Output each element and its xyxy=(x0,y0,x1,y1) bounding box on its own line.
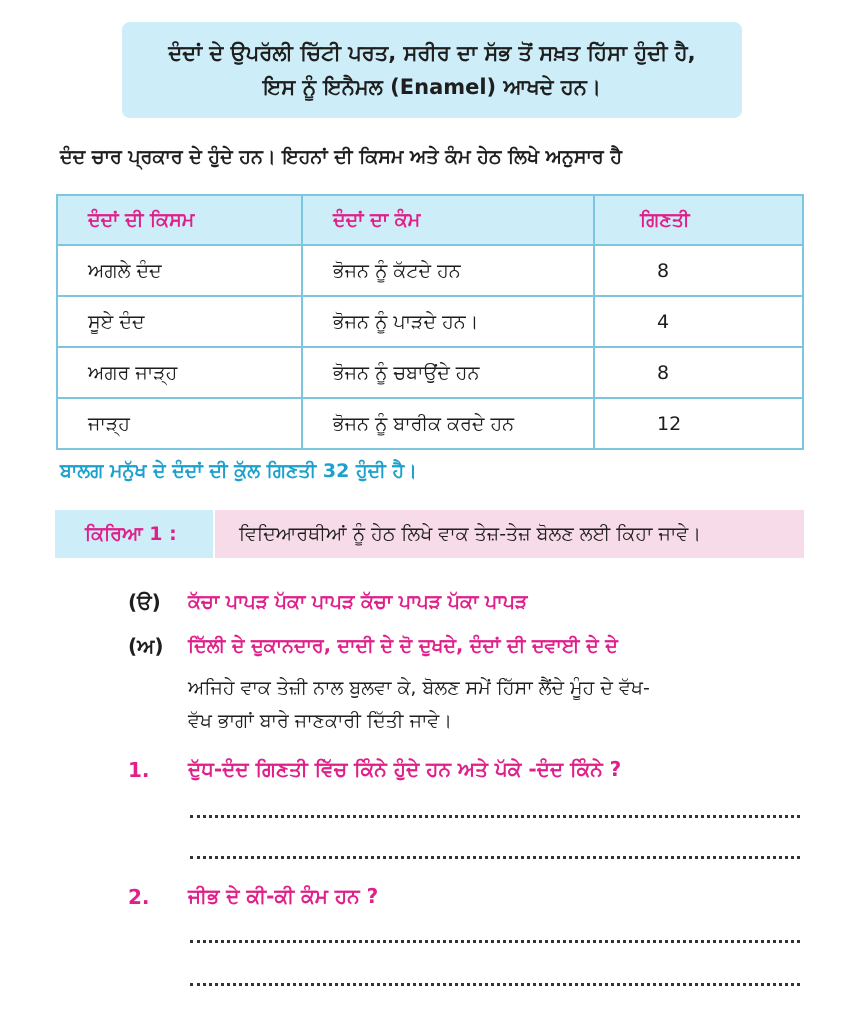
table-row xyxy=(57,245,803,296)
answer-line[interactable] xyxy=(190,856,800,859)
question-number: 2. xyxy=(128,885,150,909)
info-line-2: ਇਸ ਨੂੰ ਇਨੈਮਲ (Enamel) ਆਖਦੇ ਹਨ। xyxy=(262,75,602,99)
table-header-row xyxy=(57,195,803,245)
instruction-line-1: ਅਜਿਹੇ ਵਾਕ ਤੇਜ਼ੀ ਨਾਲ ਬੁਲਵਾ ਕੇ, ਬੋਲਣ ਸਮੇਂ ਹਿੱਸਾ ਲੈਂਦੇ ਮੂੰਹ ਦੇ ਵੱਖ- xyxy=(188,677,650,699)
cell-count: 8 xyxy=(594,347,803,398)
cell-function: ਭੋਜਨ ਨੂੰ ਪਾੜਦੇ ਹਨ। xyxy=(302,296,594,347)
twister-marker: (ੳ) xyxy=(128,590,161,614)
enamel-info-box xyxy=(122,22,742,118)
question-number: 1. xyxy=(128,758,150,782)
cell-count: 4 xyxy=(594,296,803,347)
header-type: ਦੰਦਾਂ ਦੀ ਕਿਸਮ xyxy=(57,195,302,245)
activity-banner xyxy=(55,510,804,558)
header-count: ਗਿਣਤੀ xyxy=(594,195,803,245)
cell-type: ਸੂਏ ਦੰਦ xyxy=(57,296,302,347)
header-function: ਦੰਦਾਂ ਦਾ ਕੰਮ xyxy=(302,195,594,245)
total-teeth-summary: ਬਾਲਗ ਮਨੁੱਖ ਦੇ ਦੰਦਾਂ ਦੀ ਕੁੱਲ ਗਿਣਤੀ 32 ਹੁੰਦੀ ਹੈ। xyxy=(60,460,417,482)
cell-type: ਅਗਲੇ ਦੰਦ xyxy=(57,245,302,296)
answer-line[interactable] xyxy=(190,983,800,986)
cell-function: ਭੋਜਨ ਨੂੰ ਬਾਰੀਕ ਕਰਦੇ ਹਨ xyxy=(302,398,594,449)
cell-type: ਅਗਰ ਜਾੜ੍ਹ xyxy=(57,347,302,398)
tongue-twister-text: ਕੱਚਾ ਪਾਪੜ ਪੱਕਾ ਪਾਪੜ ਕੱਚਾ ਪਾਪੜ ਪੱਕਾ ਪਾਪੜ xyxy=(188,591,528,613)
table-row xyxy=(57,296,803,347)
question-text: ਦੁੱਧ-ਦੰਦ ਗਿਣਤੀ ਵਿੱਚ ਕਿੰਨੇ ਹੁੰਦੇ ਹਨ ਅਤੇ ਪੱਕੇ -ਦੰਦ ਕਿੰਨੇ ? xyxy=(188,757,622,781)
table-row xyxy=(57,347,803,398)
intro-text: ਦੰਦ ਚਾਰ ਪ੍ਰਕਾਰ ਦੇ ਹੁੰਦੇ ਹਨ। ਇਹਨਾਂ ਦੀ ਕਿਸਮ ਅਤੇ ਕੰਮ ਹੇਠ ਲਿਖੇ ਅਨੁਸਾਰ ਹੈ xyxy=(60,146,622,168)
info-line-1: ਦੰਦਾਂ ਦੇ ਉਪਰੱਲੀ ਚਿੱਟੀ ਪਰਤ, ਸਰੀਰ ਦਾ ਸੱਭ ਤੋਂ ਸਖ਼ਤ ਹਿੱਸਾ ਹੁੰਦੀ ਹੈ, xyxy=(168,41,696,65)
cell-function: ਭੋਜਨ ਨੂੰ ਕੱਟਦੇ ਹਨ xyxy=(302,245,594,296)
activity-label: ਕਿਰਿਆ 1 : xyxy=(55,510,213,558)
tongue-twister-text: ਦਿੱਲੀ ਦੇ ਦੁਕਾਨਦਾਰ, ਦਾਦੀ ਦੇ ਦੋ ਦੁਖਦੇ, ਦੰਦਾਂ ਦੀ ਦਵਾਈ ਦੇ ਦੇ xyxy=(188,635,618,657)
question-text: ਜੀਭ ਦੇ ਕੀ-ਕੀ ਕੰਮ ਹਨ ? xyxy=(188,884,379,908)
teeth-table xyxy=(56,194,804,450)
instruction-line-2: ਵੱਖ ਭਾਗਾਂ ਬਾਰੇ ਜਾਣਕਾਰੀ ਦਿੱਤੀ ਜਾਵੇ। xyxy=(188,710,453,732)
answer-line[interactable] xyxy=(190,815,800,818)
twister-marker: (ਅ) xyxy=(128,634,164,658)
table-row xyxy=(57,398,803,449)
answer-line[interactable] xyxy=(190,940,800,943)
cell-count: 8 xyxy=(594,245,803,296)
activity-instruction: ਵਿਦਿਆਰਥੀਆਂ ਨੂੰ ਹੇਠ ਲਿਖੇ ਵਾਕ ਤੇਜ਼-ਤੇਜ਼ ਬੋਲਣ ਲਈ ਕਿਹਾ ਜਾਵੇ। xyxy=(215,510,804,558)
cell-type: ਜਾੜ੍ਹ xyxy=(57,398,302,449)
cell-count: 12 xyxy=(594,398,803,449)
cell-function: ਭੋਜਨ ਨੂੰ ਚਬਾਉਂਦੇ ਹਨ xyxy=(302,347,594,398)
